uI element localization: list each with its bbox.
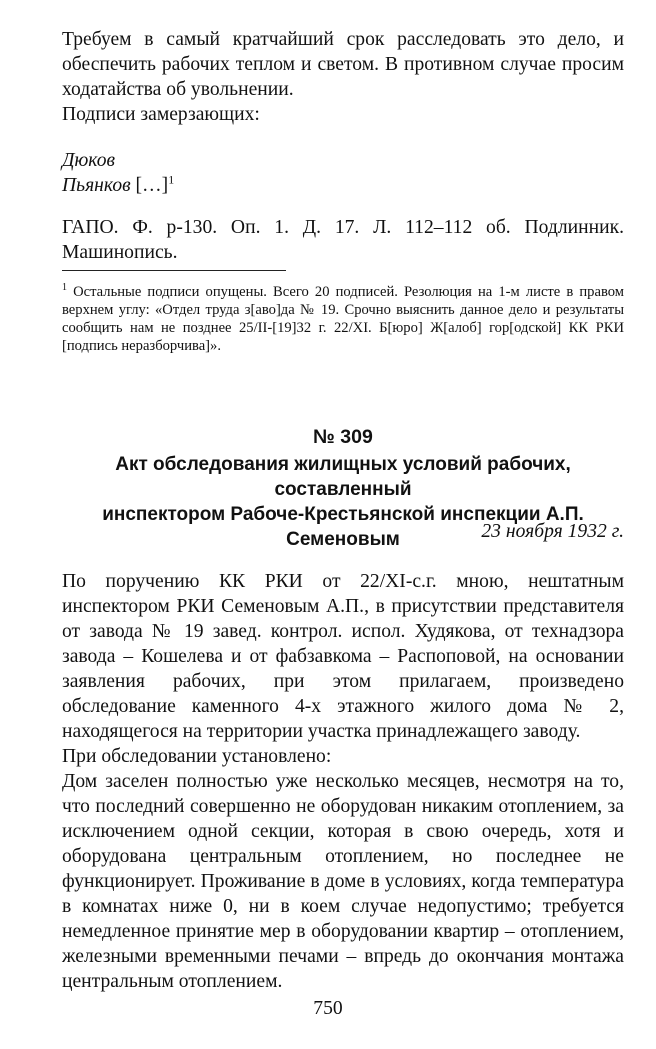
archive-reference-block <box>62 215 624 265</box>
prev-doc-body <box>62 27 624 127</box>
body-paragraph-2: При обследовании установлено: <box>62 746 332 767</box>
signatures <box>62 148 624 198</box>
footnote-ref: 1 <box>168 172 175 187</box>
document-date-block <box>62 521 624 543</box>
footnote-text-line <box>62 283 624 355</box>
page-number: 750 <box>313 998 343 1019</box>
body-paragraph-3: Дом заселен полностью уже несколько месяцев, несмотря на то, что последний совершенно не оборудован никаким отоплением, за исключением одной секции, которая в свою очередь, хотя и оборудована центральным отоплением, но последнее не функционирует. Проживание в доме в условиях, когда температура в комнатах ниже 0, ни в коем случае недопустимо; требуется немедленное принятие мер в оборудовании квартир – отоплением, железными временными печами – впредь до окончания монтажа центральным отоплением. <box>62 771 624 992</box>
signer-2-ellipsis: […] <box>135 175 169 196</box>
signer-1: Дюков <box>62 150 116 171</box>
footnote-divider <box>62 270 286 271</box>
footnote-mark: 1 <box>62 282 67 294</box>
footnote-text: Остальные подписи опущены. Всего 20 подписей. Резолюция на 1-м листе в правом верхнем углу: «Отдел труда з[аво]да № 19. Срочно выяснить данное дело и результаты сообщить нам не позднее 25/II-[19]32 г. 22/XI. Б[юро] Ж[алоб] гор[одской] КК РКИ [подпись неразборчива]». <box>62 284 625 354</box>
signatures-label: Подписи замерзающих: <box>62 104 260 125</box>
footnote <box>62 283 624 355</box>
prev-paragraph: Требуем в самый кратчайший срок расследовать это дело, и обеспечить рабочих теплом и светом. В противном случае просим ходатайства об увольнении. <box>62 29 624 100</box>
document-number: № 309 <box>313 426 373 448</box>
document-body <box>62 569 624 994</box>
archive-reference: ГАПО. Ф. р-130. Оп. 1. Д. 17. Л. 112–112 об. Подлинник. Машинопись. <box>62 217 624 263</box>
document-date: 23 ноября 1932 г. <box>481 521 624 542</box>
document-title-line-2: инспектором Рабоче-Крестьянской инспекции А.П. Семеновым <box>102 504 584 550</box>
body-paragraph-1: По поручению КК РКИ от 22/XI-с.г. мною, нештатным инспектором РКИ Семеновым А.П., в присутствии представителя от завода № 19 завед. контрол. испол. Худякова, от технадзора завода – Кошелева и от фабзавкома – Распоповой, на основании заявления рабочих, при этом прилагаем, произведено обследование каменного 4-х этажного жилого дома № 2, находящегося на территории участка принадлежащего заводу. <box>62 571 624 742</box>
document-title-line-1: Акт обследования жилищных условий рабочих, составленный <box>115 454 571 500</box>
signer-2-line <box>62 173 624 198</box>
signer-2: Пьянков <box>62 175 131 196</box>
